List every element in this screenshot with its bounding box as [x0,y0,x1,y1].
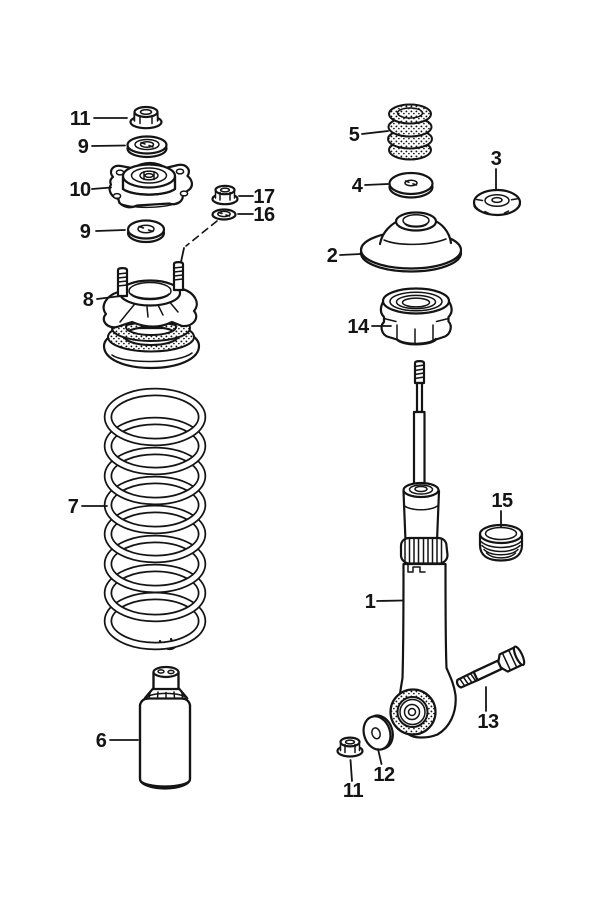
stud-right [174,262,183,290]
callout-8[interactable]: 8 [82,289,94,311]
callout-2[interactable]: 2 [326,245,338,267]
callout-15[interactable]: 15 [491,490,513,512]
callout-5[interactable]: 5 [348,124,360,146]
callout-9-lower[interactable]: 9 [79,221,91,243]
callout-1[interactable]: 1 [364,591,376,613]
leader-line-4 [365,184,388,185]
leader-line-1 [377,601,403,602]
callout-11-top[interactable]: 11 [69,108,91,130]
callout-7[interactable]: 7 [67,496,79,518]
callout-9-upper[interactable]: 9 [77,136,89,158]
callout-12[interactable]: 12 [373,764,395,786]
callout-13[interactable]: 13 [477,711,499,733]
callout-4[interactable]: 4 [351,175,363,197]
callout-6[interactable]: 6 [95,730,107,752]
callout-17[interactable]: 17 [253,186,275,208]
callout-11-bottom[interactable]: 11 [342,780,364,802]
leader-line-2 [340,254,361,255]
leader-line-9-lower [96,230,125,231]
callout-14[interactable]: 14 [347,316,369,338]
callout-16[interactable]: 16 [253,204,275,226]
callout-10[interactable]: 10 [69,179,91,201]
stud-left [118,268,127,296]
leader-line-9-upper [92,146,125,147]
callout-3[interactable]: 3 [490,148,502,170]
